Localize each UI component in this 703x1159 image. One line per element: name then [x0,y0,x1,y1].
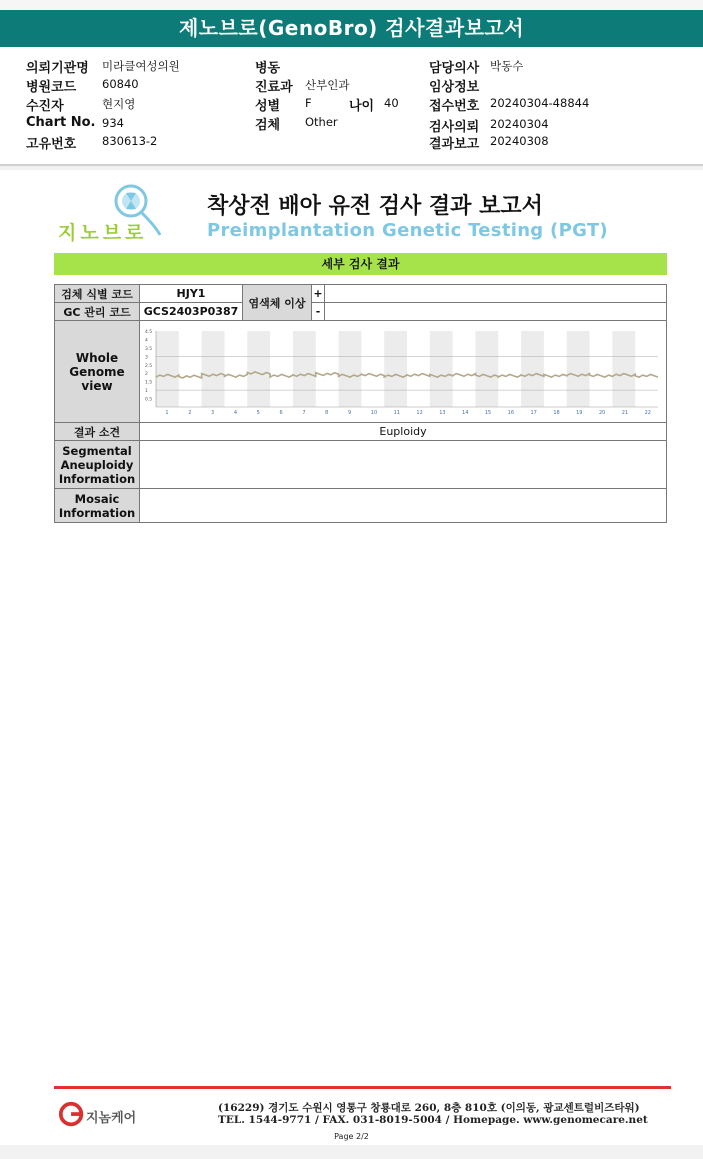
field-value-unique-no: 830613-2 [102,134,158,148]
chromosome-band [247,331,270,407]
field-label-patient: 수진자 [26,99,64,114]
x-tick-label: 13 [439,410,446,416]
field-value-receipt-no: 20240304-48844 [490,96,590,110]
field-value-request-date: 20240304 [490,117,549,131]
company-address: (16229) 경기도 수원시 영통구 창룡대로 260, 8층 810호 (이의동, 광교센트럴비즈타워) [218,1102,640,1114]
field-label-report-date: 결과보고 [429,137,480,152]
y-tick-label: 1.5 [145,380,153,386]
header-separator [0,164,703,166]
patient-info-header [0,47,703,164]
field-label-ward: 병동 [255,61,281,76]
report-title-bar: 제노브로(GenoBro) 검사결과보고서 [0,10,703,47]
y-tick-label: 1 [145,389,148,395]
field-label-department: 진료과 [255,80,293,95]
result-table [54,284,667,523]
x-tick-label: 3 [211,410,215,416]
x-tick-label: 5 [256,410,260,416]
field-label-institution: 의뢰기관명 [26,61,89,76]
field-value-age: 40 [384,96,399,110]
chromosome-band [293,331,316,407]
field-label-receipt-no: 접수번호 [429,99,480,114]
x-tick-label: 15 [484,410,492,416]
gc-code-label: GC 관리 코드 [55,303,140,321]
x-tick-label: 8 [325,410,329,416]
y-tick-label: 3.5 [145,346,153,352]
x-tick-label: 22 [644,410,651,416]
mosaic-label: Mosaic Information [55,489,140,523]
field-value-chart-no: 934 [102,116,124,130]
field-value-institution: 미라클여성의원 [102,59,180,73]
field-value-specimen: Other [305,115,338,129]
x-tick-label: 14 [462,410,469,416]
company-name: 지놈케어 [86,1111,137,1126]
x-tick-label: 20 [598,410,606,416]
minus-value [325,303,667,321]
company-contact: TEL. 1544-9771 / FAX. 031-8019-5004 / Homepage. www.genomecare.net [218,1114,648,1126]
field-value-department: 산부인과 [305,78,350,92]
top-strip [0,0,703,10]
report-page [0,170,703,1145]
field-value-sex: F [305,96,312,110]
field-value-report-date: 20240308 [490,134,549,148]
y-tick-label: 3 [145,355,148,361]
y-tick-label: 4 [145,338,148,344]
page-number: Page 2/2 [334,1132,369,1141]
genomecare-logo-icon [58,1101,86,1129]
whole-genome-label: Whole Genome view [55,321,140,423]
plus-marker: + [312,285,325,303]
sample-id-label: 검체 식별 코드 [55,285,140,303]
x-tick-label: 11 [393,410,400,416]
chromosome-band [475,331,498,407]
x-tick-label: 7 [302,410,306,416]
x-tick-label: 17 [530,410,537,416]
chromosome-band [567,331,590,407]
result-label: 결과 소견 [55,423,140,441]
minus-marker: - [312,303,325,321]
chromosome-band [612,331,635,407]
chromosome-band [384,331,407,407]
y-tick-label: 2 [145,372,148,378]
gc-code-value: GCS2403P0387 [140,303,243,321]
field-label-chart-no: Chart No. [26,115,96,130]
chromosome-band [339,331,362,407]
logo-text: 지노브로 [58,222,148,244]
mosaic-value [140,489,667,523]
field-label-hospital-code: 병원코드 [26,80,77,95]
chromosome-band [156,331,179,407]
x-tick-label: 4 [233,410,238,416]
field-value-hospital-code: 60840 [102,77,139,91]
field-label-sex: 성별 [255,99,281,114]
whole-genome-chart-cell [140,321,667,423]
y-tick-label: 4.5 [145,330,153,335]
result-value: Euploidy [140,423,667,441]
segmental-value [140,441,667,489]
segmental-label: Segmental Aneuploidy Information [55,441,140,489]
x-tick-label: 19 [576,410,583,416]
x-tick-label: 6 [279,410,283,416]
field-label-doctor: 담당의사 [429,61,480,76]
x-tick-label: 2 [188,410,192,416]
field-label-specimen: 검체 [255,118,281,133]
chromosome-band [202,331,225,407]
field-label-request-date: 검사의뢰 [429,120,480,135]
x-tick-label: 12 [416,410,423,416]
abnormality-label: 염색체 이상 [243,285,312,321]
field-value-patient: 현지영 [102,97,136,111]
whole-genome-chart [144,323,662,417]
sample-id-value: HJY1 [140,285,243,303]
x-tick-label: 1 [165,410,169,416]
y-tick-label: 0.5 [145,397,153,403]
x-tick-label: 21 [621,410,629,416]
x-tick-label: 16 [507,410,515,416]
report-subtitle: Preimplantation Genetic Testing (PGT) [207,220,608,241]
footer-divider [54,1086,671,1089]
chromosome-band [521,331,544,407]
x-tick-label: 10 [370,410,378,416]
section-header: 세부 검사 결과 [54,253,667,275]
field-value-doctor: 박동수 [490,59,524,73]
field-label-unique-no: 고유번호 [26,137,77,152]
x-tick-label: 9 [347,410,352,416]
field-label-clinical-info: 임상정보 [429,80,480,95]
plus-value [325,285,667,303]
chromosome-band [430,331,453,407]
y-tick-label: 2.5 [145,363,153,369]
field-label-age: 나이 [349,99,375,114]
report-title: 착상전 배아 유전 검사 결과 보고서 [207,194,543,219]
x-tick-label: 18 [553,410,560,416]
